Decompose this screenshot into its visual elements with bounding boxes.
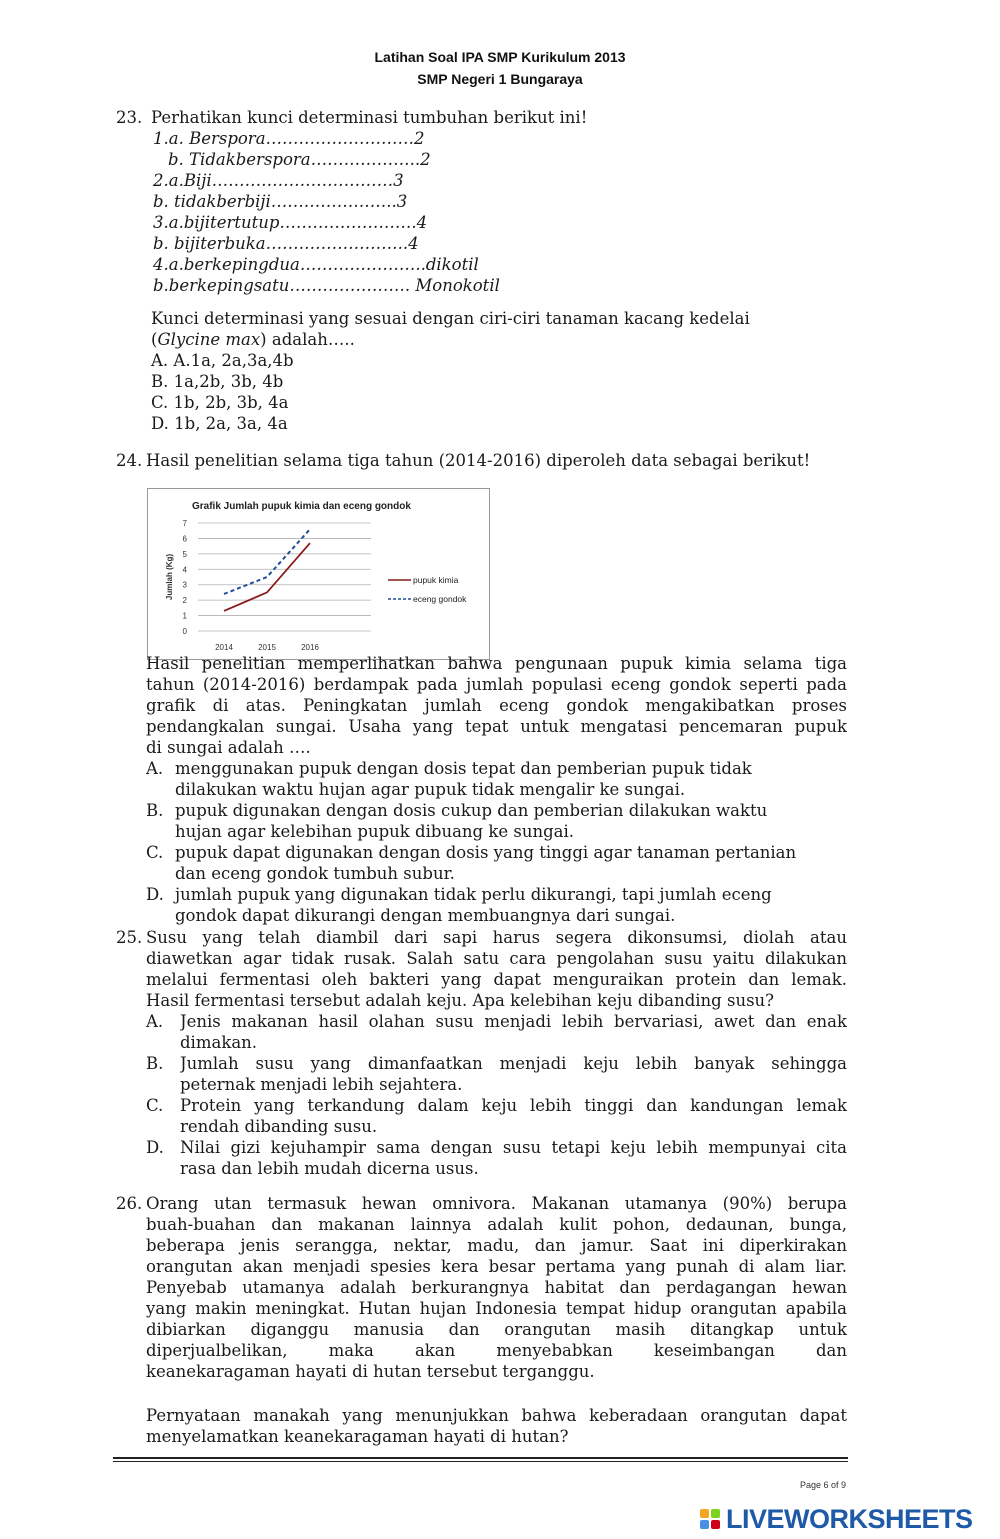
paragraph-line: dibiarkan diganggu manusia dan orangutan masih ditangkap untuk	[146, 1320, 847, 1339]
y-tick-label: 4	[182, 565, 187, 575]
chart-canvas	[148, 489, 488, 658]
option-d[interactable]: Nilai gizi kejuhampir sama dengan susu tetapi keju lebih mempunyai cita	[180, 1138, 847, 1157]
option-b[interactable]: B. 1a,2b, 3b, 4b	[151, 372, 284, 391]
paragraph-line: diawetkan agar tidak rusak. Salah satu cara pengolahan susu yaitu dilakukan	[146, 949, 847, 968]
footer-divider	[113, 1457, 848, 1459]
paragraph-line: yang makin meningkat. Hutan hujan Indonesia tempat hidup orangutan apabila	[146, 1299, 847, 1318]
option-a[interactable]: menggunakan pupuk dengan dosis tepat dan pemberian pupuk tidak	[175, 759, 752, 778]
key-line: b. bijiterbuka……………………..4	[153, 234, 419, 253]
option-b[interactable]: pupuk digunakan dengan dosis cukup dan pemberian dilakukan waktu	[175, 801, 768, 820]
key-line: 1.a. Berspora………………………2	[153, 129, 425, 148]
question-number: 26.	[116, 1194, 143, 1213]
paragraph-line: buah-buahan dan makanan lainnya adalah kulit pohon, dedaunan, bunga,	[146, 1215, 847, 1234]
series-line-pupuk-kimia	[224, 543, 310, 611]
paragraph-line: tahun (2014-2016) berdampak pada jumlah populasi eceng gondok seperti pada	[146, 675, 847, 694]
key-line: 2.a.Biji……………………………3	[153, 171, 404, 190]
logo-square	[700, 1520, 709, 1529]
paragraph-line: grafik di atas. Peningkatan jumlah eceng gondok mengakibatkan proses	[146, 696, 847, 715]
y-tick-label: 0	[182, 627, 187, 636]
y-tick-label: 3	[182, 580, 187, 590]
question-prompt: Hasil penelitian selama tiga tahun (2014-2016) diperoleh data sebagai berikut!	[146, 451, 811, 470]
liveworksheets-logo-icon	[700, 1509, 720, 1529]
option-a[interactable]: Jenis makanan hasil olahan susu menjadi lebih bervariasi, awet dan enak	[180, 1012, 847, 1031]
paragraph-line: Susu yang telah diambil dari sapi harus segera dikonsumsi, diolah atau	[146, 928, 847, 947]
option-d-letter[interactable]: D.	[146, 885, 164, 904]
key-line: 3.a.bijitertutup…………………….4	[153, 213, 428, 232]
species-name: Glycine max	[157, 330, 261, 349]
option-a-letter[interactable]: A.	[146, 759, 164, 778]
option-d-letter[interactable]: D.	[146, 1138, 164, 1157]
y-tick-label: 5	[182, 549, 187, 559]
key-line: b.berkepingsatu…………………. Monokotil	[153, 276, 500, 295]
y-tick-label: 1	[182, 611, 187, 621]
legend-label: eceng gondok	[413, 594, 467, 604]
paragraph-line: Hasil fermentasi tersebut adalah keju. Apa kelebihan keju dibanding susu?	[146, 991, 775, 1010]
question-text-line2: menyelamatkan keanekaragaman hayati di hutan?	[146, 1427, 569, 1446]
option-b-letter[interactable]: B.	[146, 801, 164, 820]
liveworksheets-brand	[700, 1503, 973, 1535]
legend-label: pupuk kimia	[413, 575, 459, 585]
series-line-eceng-gondok	[224, 529, 310, 594]
option-c[interactable]: C. 1b, 2b, 3b, 4a	[151, 393, 289, 412]
key-line: 4.a.berkepingdua…………………..dikotil	[153, 255, 479, 274]
paragraph-line: diperjualbelikan, maka akan menyebabkan keseimbangan dan	[146, 1341, 847, 1360]
option-a-cont[interactable]: dilakukan waktu hujan agar pupuk tidak mengalir ke sungai.	[175, 780, 686, 799]
paragraph-line: melalui fermentasi oleh bakteri yang dapat menguraikan protein dan lemak.	[146, 970, 847, 989]
option-b-letter[interactable]: B.	[146, 1054, 164, 1073]
option-a-cont[interactable]: dimakan.	[180, 1033, 258, 1052]
y-axis-label: Jumlah (Kg)	[165, 553, 174, 601]
paragraph-line: beberapa jenis serangga, nektar, madu, dan jamur. Saat ini diperkirakan	[146, 1236, 847, 1255]
chart-title: Grafik Jumlah pupuk kimia dan eceng gondok	[192, 501, 411, 512]
school-name: SMP Negeri 1 Bungaraya	[417, 71, 583, 87]
logo-square	[711, 1509, 720, 1518]
question-text: Pernyataan manakah yang menunjukkan bahwa keberadaan orangutan dapat	[146, 1406, 847, 1425]
page-number: Page 6 of 9	[800, 1480, 847, 1490]
paragraph-line: Penyebab utamanya adalah berkurangnya habitat dan perdagangan hewan	[146, 1278, 847, 1297]
paragraph-line: keanekaragaman hayati di hutan tersebut terganggu.	[146, 1362, 595, 1381]
brand-name: LIVEWORKSHEETS	[726, 1503, 973, 1534]
paragraph-line: pendangkalan sungai. Usaha yang tepat untuk mengatasi pencemaran pupuk	[146, 717, 847, 736]
key-line: b. Tidakberspora………………..2	[168, 150, 431, 169]
option-b-cont[interactable]: hujan agar kelebihan pupuk dibuang ke sungai.	[175, 822, 574, 841]
option-c-letter[interactable]: C.	[146, 1096, 164, 1115]
question-number: 24.	[116, 451, 143, 470]
x-tick-label: 2016	[301, 643, 319, 652]
y-tick-label: 6	[182, 534, 187, 544]
option-d-cont[interactable]: rasa dan lebih mudah dicerna usus.	[180, 1159, 479, 1178]
option-b[interactable]: Jumlah susu yang dimanfaatkan menjadi keju lebih banyak sehingga	[180, 1054, 847, 1073]
option-c-cont[interactable]: rendah dibanding susu.	[180, 1117, 378, 1136]
option-a[interactable]: A. A.1a, 2a,3a,4b	[151, 351, 294, 370]
key-line: b. tidakberbiji…………………..3	[153, 192, 408, 211]
document-title: Latihan Soal IPA SMP Kurikulum 2013	[374, 49, 626, 65]
paragraph-line: Hasil penelitian memperlihatkan bahwa pengunaan pupuk kimia selama tiga	[146, 654, 847, 673]
x-tick-label: 2014	[215, 643, 233, 652]
question-number: 23.	[116, 108, 143, 127]
x-tick-label: 2015	[258, 643, 276, 652]
option-d[interactable]: jumlah pupuk yang digunakan tidak perlu dikurangi, tapi jumlah eceng	[175, 885, 772, 904]
logo-square	[700, 1509, 709, 1518]
option-b-cont[interactable]: peternak menjadi lebih sejahtera.	[180, 1075, 463, 1094]
option-c-letter[interactable]: C.	[146, 843, 164, 862]
question-prompt: Perhatikan kunci determinasi tumbuhan berikut ini!	[151, 108, 588, 127]
footer-divider-thin	[113, 1461, 848, 1462]
y-tick-label: 2	[182, 596, 187, 606]
option-d-cont[interactable]: gondok dapat dikurangi dengan membuangnya dari sungai.	[175, 906, 676, 925]
paragraph-line: Orang utan termasuk hewan omnivora. Makanan utamanya (90%) berupa	[146, 1194, 847, 1213]
option-c[interactable]: pupuk dapat digunakan dengan dosis yang tinggi agar tanaman pertanian	[175, 843, 797, 862]
option-c-cont[interactable]: dan eceng gondok tumbuh subur.	[175, 864, 455, 883]
paragraph-line: orangutan akan menjadi spesies kera besar pertama yang punah di alam liar.	[146, 1257, 847, 1276]
option-a-letter[interactable]: A.	[146, 1012, 164, 1031]
paragraph-line: di sungai adalah ….	[146, 738, 311, 757]
y-tick-label: 7	[182, 519, 187, 528]
line-chart	[147, 488, 490, 660]
logo-square	[711, 1520, 720, 1529]
question-text-line2: (Glycine max) adalah…..	[151, 330, 355, 349]
option-c[interactable]: Protein yang terkandung dalam keju lebih tinggi dan kandungan lemak	[180, 1096, 847, 1115]
option-d[interactable]: D. 1b, 2a, 3a, 4a	[151, 414, 288, 433]
question-number: 25.	[116, 928, 143, 947]
question-text: Kunci determinasi yang sesuai dengan ciri-ciri tanaman kacang kedelai	[151, 309, 750, 328]
